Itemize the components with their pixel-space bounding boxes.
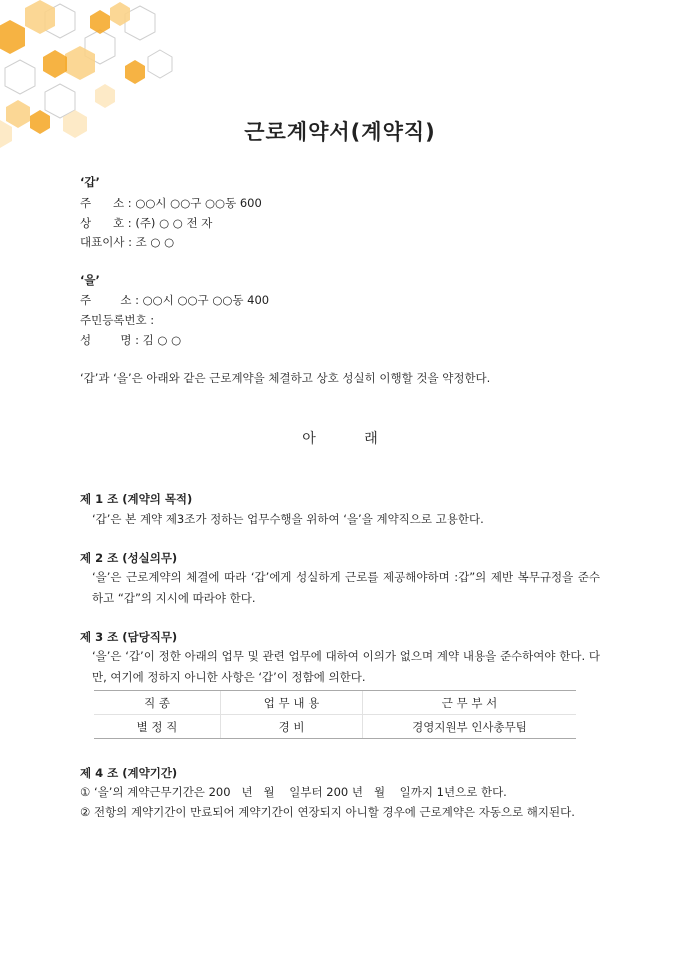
article-2-body: ‘을’은 근로계약의 체결에 따라 ‘갑’에게 성실하게 근로를 제공해야하며 :갑”의 제반 복무규정을 준수하고 “갑”의 지시에 따라야 한다.	[92, 570, 600, 605]
party-a-company: 상 호 : (주) ○ ○ 전 자	[80, 216, 213, 230]
document-title: 근로계약서(계약직)	[244, 120, 436, 144]
article-3-body: ‘을’은 ‘갑’이 정한 아래의 업무 및 관련 업무에 대하여 이의가 없으며 계약 내용을 준수하여야 한다. 다만, 여기에 정하지 아니한 사항은 ‘갑’이 정함에 의한다.	[92, 649, 600, 684]
article-1-body: ‘갑’은 본 계약 제3조가 정하는 업무수행을 위하여 ‘을’을 계약직으로 고용한다.	[92, 512, 484, 526]
duty-table	[94, 690, 576, 739]
party-b-name: 성 명 : 김 ○ ○	[80, 333, 182, 347]
section-heading: 아 래	[302, 431, 378, 447]
article-4-item-1: ① ‘을’의 계약근무기간은 200 년 월 일부터 200 년 월 일까지 1년으로 한다.	[80, 785, 507, 799]
article-4-title: 제 4 조 (계약기간)	[80, 766, 178, 780]
table-row	[94, 715, 576, 739]
cell-duties: 경 비	[221, 715, 363, 739]
party-a-address: 주 소 : ○○시 ○○구 ○○동 600	[80, 196, 262, 210]
intro-paragraph: ‘갑’과 ‘을’은 아래와 같은 근로계약을 체결하고 상호 성실히 이행할 것을 약정한다.	[80, 371, 491, 385]
party-b-resident-id: 주민등록번호 :	[80, 313, 155, 327]
article-1-title: 제 1 조 (계약의 목적)	[80, 492, 193, 506]
header-duties: 업 무 내 용	[221, 691, 363, 715]
article-3-title: 제 3 조 (담당직무)	[80, 630, 178, 644]
header-department: 근 무 부 서	[363, 691, 577, 715]
party-a-representative: 대표이사 : 조 ○ ○	[80, 235, 175, 249]
header-job-type: 직 종	[94, 691, 221, 715]
article-4-item-2: ② 전항의 계약기간이 만료되어 계약기간이 연장되지 아니할 경우에 근로계약은 자동으로 해지된다.	[80, 805, 575, 819]
article-2-title: 제 2 조 (성실의무)	[80, 551, 178, 565]
cell-job-type: 별 정 직	[94, 715, 221, 739]
party-b-label: ‘을’	[80, 273, 100, 287]
cell-department: 경영지원부 인사총무팀	[363, 715, 577, 739]
duty-table-header	[94, 691, 576, 715]
party-b-address: 주 소 : ○○시 ○○구 ○○동 400	[80, 293, 270, 307]
party-a-label: ‘갑’	[80, 175, 100, 189]
